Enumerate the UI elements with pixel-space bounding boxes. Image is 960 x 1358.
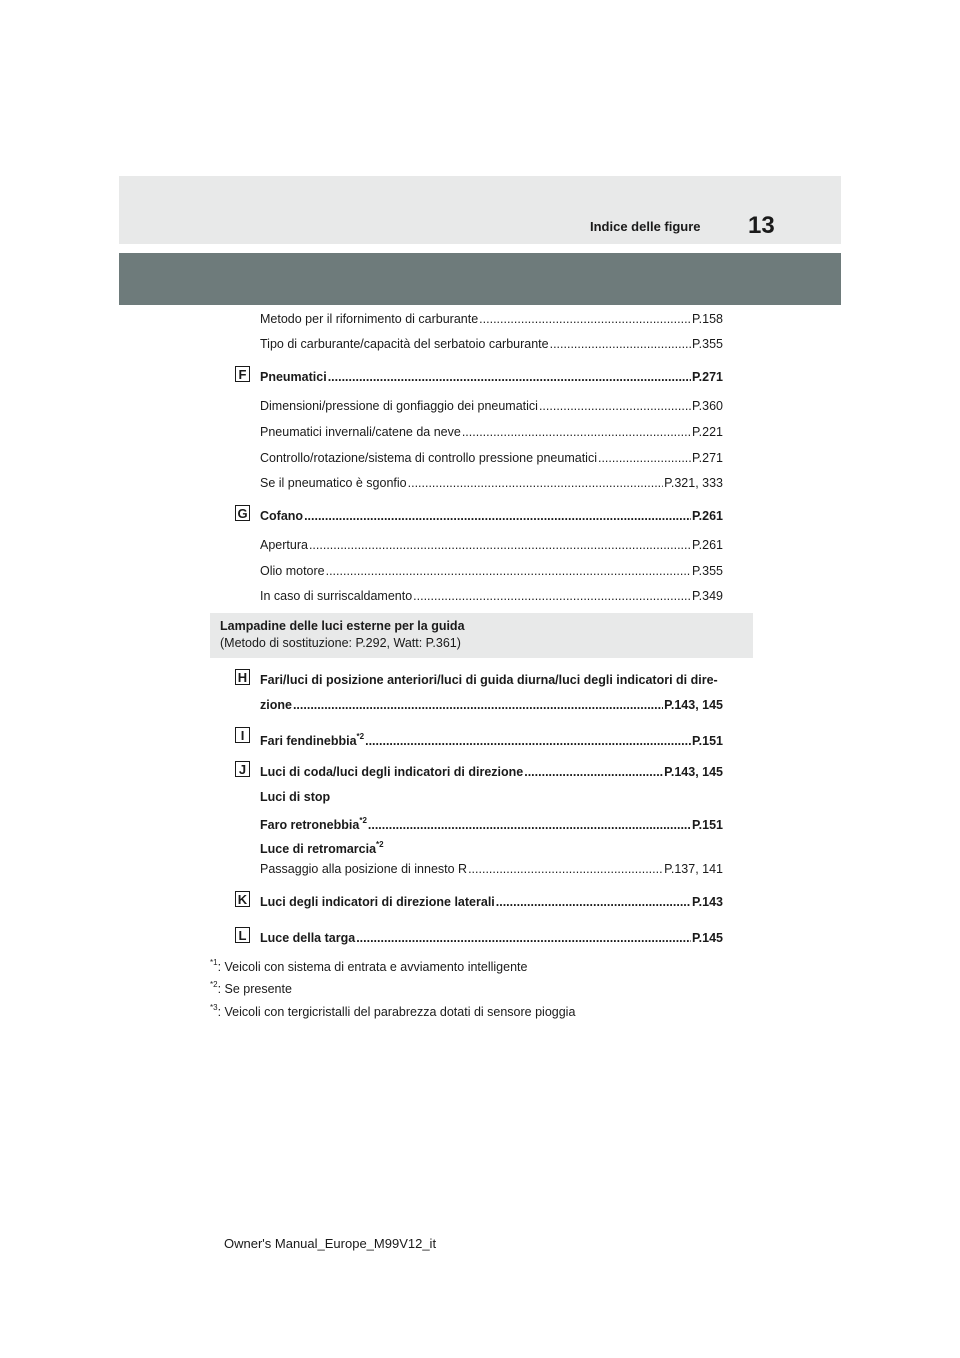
page-ref[interactable]: P.360 — [691, 399, 723, 413]
page-ref[interactable]: P.355 — [691, 564, 723, 578]
index-entry-title: Luce di retromarcia$^{*2}$ — [260, 840, 384, 856]
index-entry: Controllo/rotazione/sistema di controllo pressione pneumatici ..... P.271 — [260, 450, 723, 466]
page-ref[interactable]: P.261 — [691, 538, 723, 552]
section-letter-k: K — [235, 891, 250, 907]
page-ref[interactable]: P.151 — [691, 818, 723, 832]
document-footer: Owner's Manual_Europe_M99V12_it — [224, 1236, 437, 1251]
section-letter-l: L — [235, 927, 250, 943]
page-ref[interactable]: P.349 — [691, 589, 723, 603]
section-letter-h: H — [235, 669, 250, 685]
index-entry: Dimensioni/pressione di gonfiaggio dei pneumatici ..... P.360 — [260, 398, 723, 414]
index-entry: Metodo per il rifornimento di carburante ..... P.158 — [260, 311, 723, 327]
index-entry: Se il pneumatico è sgonfio ..... P.321, 333 — [260, 475, 723, 491]
header-bar — [119, 176, 841, 244]
index-entry-title: zione ..... P.143, 145 — [260, 697, 723, 713]
lamp-info-box — [210, 613, 753, 658]
page-ref[interactable]: P.143, 145 — [664, 698, 723, 712]
index-entry: Olio motore ..... P.355 — [260, 563, 723, 579]
footnote: $^{*2}$: Se presente — [210, 980, 292, 996]
section-title: Indice delle figure — [590, 219, 701, 234]
page-ref[interactable]: P.261 — [691, 509, 723, 523]
page-ref[interactable]: P.143, 145 — [664, 765, 723, 779]
index-entry-title: Fari/luci di posizione anteriori/luci di guida diurna/luci degli indicatori di dire- — [260, 673, 718, 687]
index-entry-title: Luci di stop — [260, 790, 331, 804]
page-ref[interactable]: P.221 — [691, 425, 723, 439]
page-ref[interactable]: P.158 — [691, 312, 723, 326]
lamp-box-title: Lampadine delle luci esterne per la guida — [220, 619, 465, 633]
header-band — [119, 253, 841, 305]
footnote: $^{*3}$: Veicoli con tergicristalli del parabrezza dotati di sensore pioggia — [210, 1003, 576, 1019]
page-ref[interactable]: P.151 — [691, 734, 723, 748]
lamp-box-subtitle: (Metodo di sostituzione: P.292, Watt: P.361) — [220, 636, 461, 650]
index-entry: Tipo di carburante/capacità del serbatoio carburante ..... P.355 — [260, 336, 723, 352]
section-letter-f: F — [235, 366, 250, 382]
section-letter-j: J — [235, 761, 250, 777]
index-entry-title: Luci degli indicatori di direzione laterali ..... P.143 — [260, 894, 723, 910]
index-entry-title: Pneumatici ..... P.271 — [260, 369, 723, 385]
index-entry-title: Faro retronebbia$^{*2}$ ..... P.151 — [260, 813, 723, 833]
index-entry-title: Fari fendinebbia$^{*2}$ ..... P.151 — [260, 729, 723, 749]
page-ref[interactable]: P.271 — [691, 451, 723, 465]
section-letter-g: G — [235, 505, 250, 521]
page-number: 13 — [748, 212, 775, 239]
page-ref[interactable]: P.321, 333 — [664, 476, 723, 490]
page-ref[interactable]: P.137, 141 — [664, 862, 723, 876]
index-entry: Passaggio alla posizione di innesto R ..... P.137, 141 — [260, 861, 723, 877]
index-entry-title: Luce della targa ..... P.145 — [260, 930, 723, 946]
section-letter-i: I — [235, 727, 250, 743]
index-entry-title: Luci di coda/luci degli indicatori di direzione ..... P.143, 145 — [260, 764, 723, 780]
index-entry: Pneumatici invernali/catene da neve ..... P.221 — [260, 424, 723, 440]
footnote: $^{*1}$: Veicoli con sistema di entrata e avviamento intelligente — [210, 958, 528, 974]
page-ref[interactable]: P.143 — [691, 895, 723, 909]
index-entry-title: Cofano ..... P.261 — [260, 508, 723, 524]
page-ref[interactable]: P.355 — [691, 337, 723, 351]
page-ref[interactable]: P.271 — [691, 370, 723, 384]
page-ref[interactable]: P.145 — [691, 931, 723, 945]
index-entry: In caso di surriscaldamento ..... P.349 — [260, 588, 723, 604]
index-entry: Apertura ..... P.261 — [260, 537, 723, 553]
